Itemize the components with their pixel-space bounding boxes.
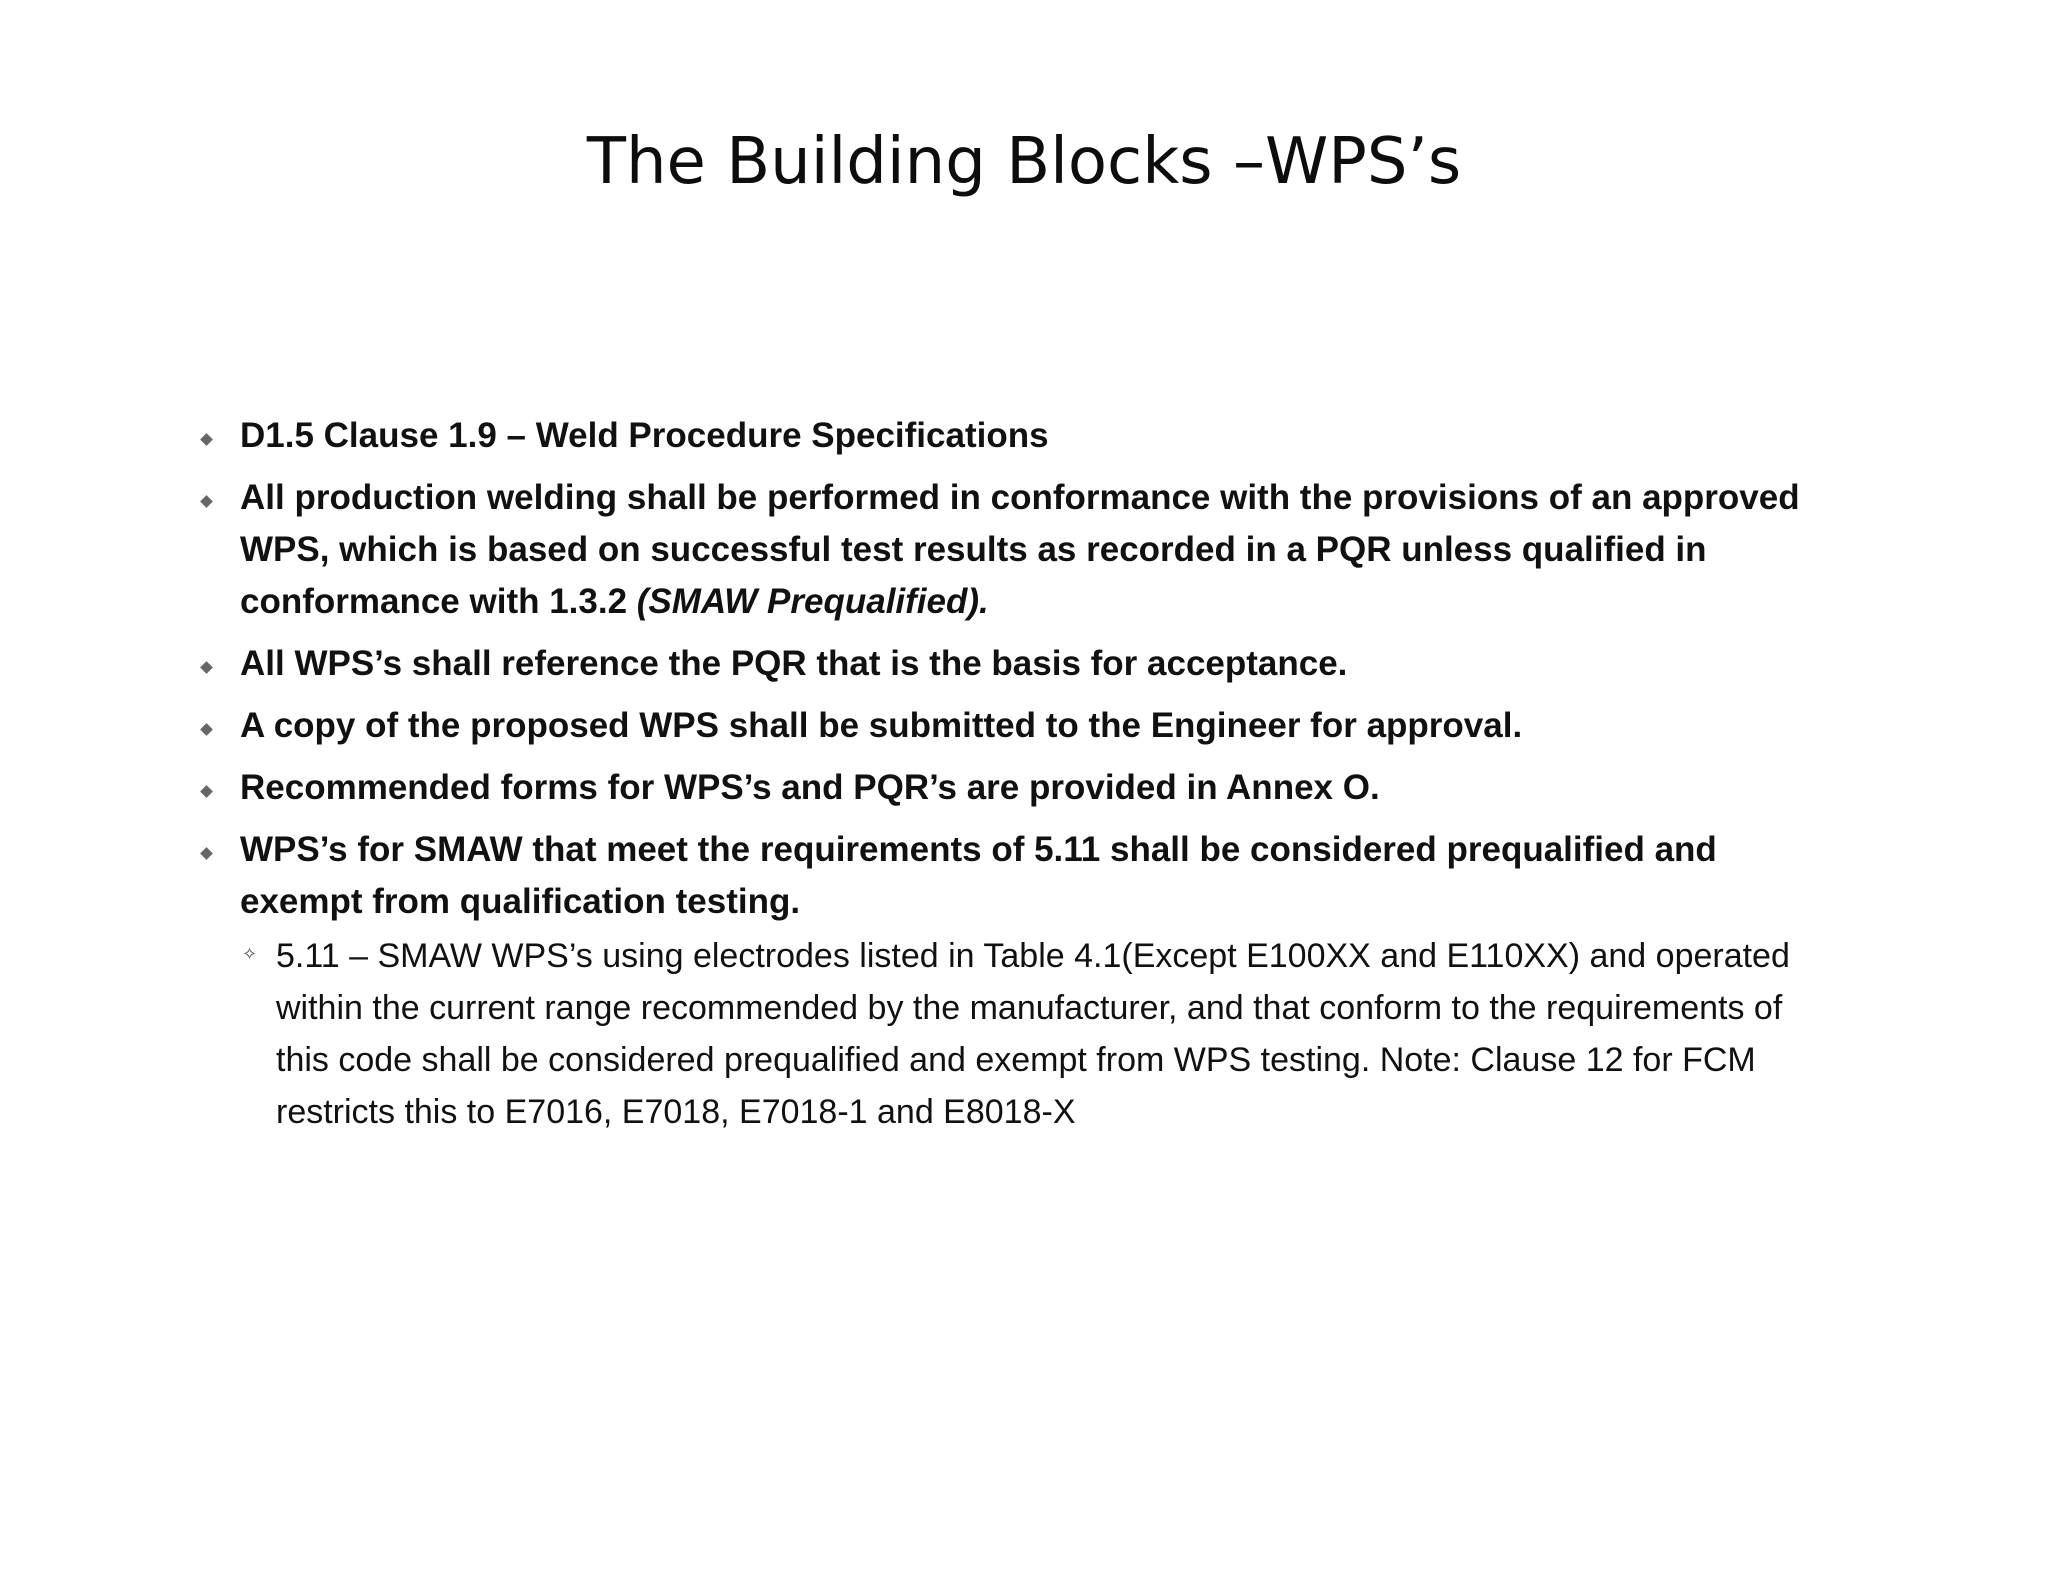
diamond-bullet-icon <box>200 495 213 508</box>
bullet-item <box>200 410 1840 462</box>
bullet-text: All WPS’s shall reference the PQR that is the basis for acceptance. <box>240 644 1348 683</box>
bullet-text: A copy of the proposed WPS shall be submitted to the Engineer for approval. <box>240 706 1523 745</box>
bullet-item <box>200 700 1840 752</box>
bullet-item <box>200 472 1840 628</box>
sub-bullet-item <box>240 930 1840 1138</box>
diamond-bullet-icon <box>200 723 213 736</box>
diamond-bullet-icon <box>200 661 213 674</box>
diamond-bullet-icon <box>200 785 213 798</box>
sub-bullet-text: 5.11 – SMAW WPS’s using electrodes listed in Table 4.1(Except E100XX and E110XX) and operated within the current range recommended by the manufacturer, and that conform to the requirements of this code shall be considered prequalified and exempt from WPS testing. Note: Clause 12 for FCM restricts this to E7016, E7018, E7018-1 and E8018-X <box>276 937 1790 1131</box>
bullet-item <box>200 762 1840 814</box>
bullet-item <box>200 638 1840 690</box>
bullet-text: WPS’s for SMAW that meet the requirements of 5.11 shall be considered prequalified and exempt from qualification testing. <box>240 830 1717 921</box>
bullet-text: Recommended forms for WPS’s and PQR’s are provided in Annex O. <box>240 768 1380 807</box>
bullet-italic-text: (SMAW Prequalified). <box>636 582 989 621</box>
slide-title: The Building Blocks –WPS’s <box>586 125 1462 199</box>
bullet-list <box>200 410 1840 1148</box>
sub-bullet-list <box>240 930 1840 1138</box>
four-point-star-bullet-icon: ✧ <box>242 944 258 964</box>
bullet-item <box>200 824 1840 1138</box>
bullet-text: All production welding shall be performed in conformance with the provisions of an approved WPS, which is based on successful test results as recorded in a PQR unless qualified in conformance with 1.3.2 <box>240 478 1800 621</box>
diamond-bullet-icon <box>200 847 213 860</box>
bullet-text: D1.5 Clause 1.9 – Weld Procedure Specifications <box>240 416 1049 455</box>
diamond-bullet-icon <box>200 433 213 446</box>
